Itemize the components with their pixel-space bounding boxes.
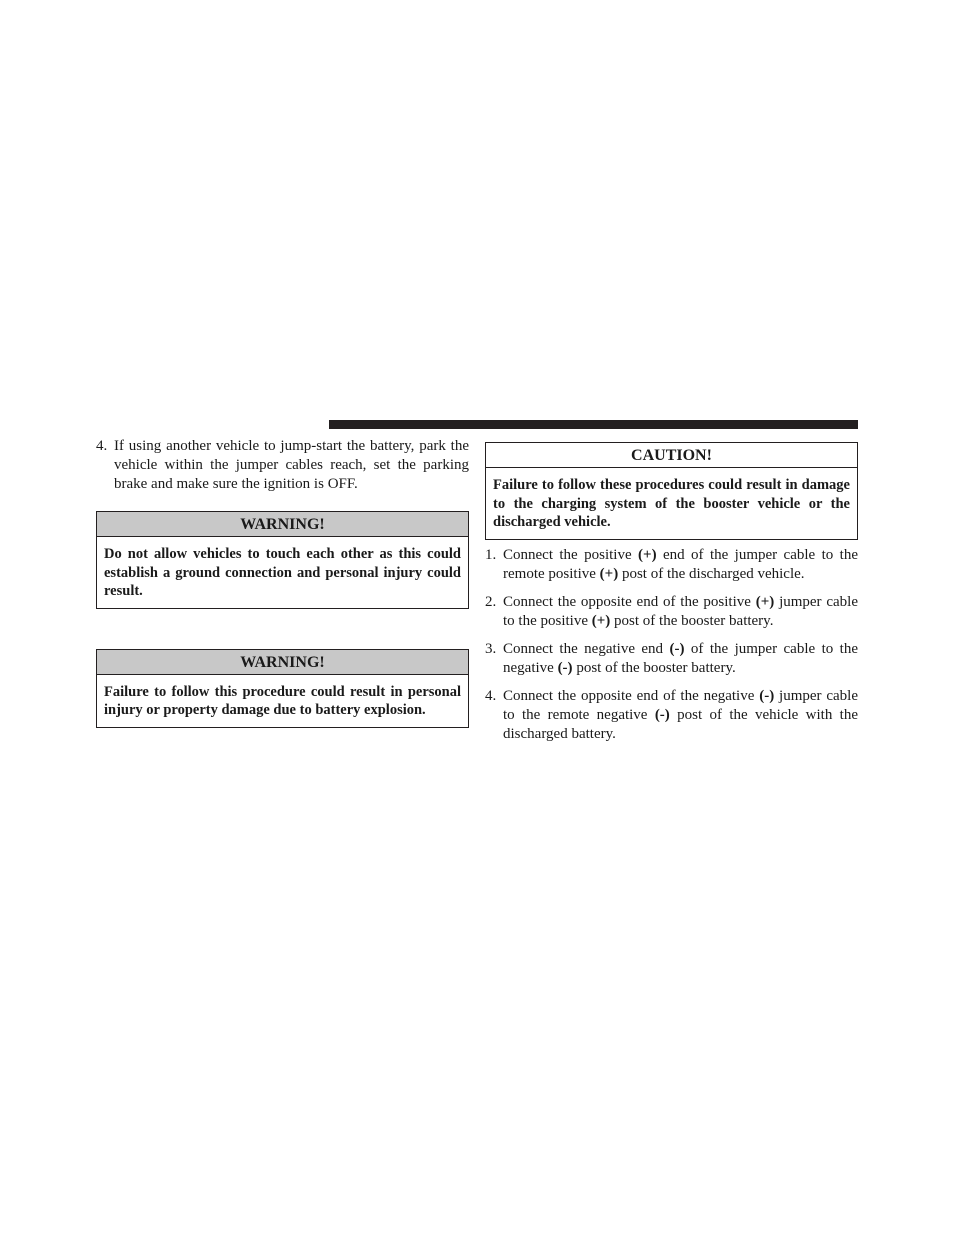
positive-symbol: (+) xyxy=(591,612,611,629)
step-number: 1. xyxy=(485,546,497,563)
warning-text: Do not allow vehicles to touch each other as this could establish a ground connection and personal injury could result. xyxy=(104,546,461,599)
step-number: 2. xyxy=(485,593,497,610)
step-1-connect-positive xyxy=(485,546,858,584)
negative-symbol: (-) xyxy=(669,640,685,657)
step-text: Connect the positive xyxy=(503,546,639,563)
step-text: Connect the opposite end of the negative xyxy=(503,687,760,704)
warning-title: WARNING! xyxy=(97,650,468,675)
positive-symbol: (+) xyxy=(638,546,657,563)
warning-text: Failure to follow this procedure could result in personal injury or property damage due to battery explosion. xyxy=(104,683,461,718)
caution-text: Failure to follow these procedures could result in damage to the charging system of the booster vehicle or the discharged vehicle. xyxy=(493,477,850,530)
step-text: post of the discharged vehicle. xyxy=(618,565,805,582)
positive-symbol: (+) xyxy=(755,593,775,610)
step-text: post of the vehicle with the discharged battery. xyxy=(503,706,858,742)
header-rule xyxy=(329,420,858,429)
step-text: end of the jumper cable to the remote positive xyxy=(503,546,858,582)
warning-box-vehicles-touch xyxy=(96,511,469,609)
step-text: of the jumper cable to the negative xyxy=(503,640,859,676)
positive-symbol: (+) xyxy=(599,565,619,582)
step-text: Connect the opposite end of the positive xyxy=(503,593,756,610)
step-number: 4. xyxy=(96,438,108,454)
caution-title: CAUTION! xyxy=(486,443,857,468)
step-2-connect-positive-booster xyxy=(485,593,858,631)
step-4-park-vehicle xyxy=(96,437,469,494)
right-column xyxy=(485,442,858,744)
step-text: Connect the negative end xyxy=(503,640,670,657)
warning-title: WARNING! xyxy=(97,512,468,537)
step-text: jumper cable to the remote negative xyxy=(503,687,858,723)
step-text: jumper cable to the positive xyxy=(503,593,858,629)
negative-symbol: (-) xyxy=(654,706,670,723)
step-number: 4. xyxy=(485,687,497,704)
step-3-connect-negative xyxy=(485,640,858,678)
caution-box xyxy=(485,442,858,540)
left-column xyxy=(96,437,469,728)
step-text: post of the booster battery. xyxy=(610,612,774,629)
step-number: 3. xyxy=(485,640,497,657)
negative-symbol: (-) xyxy=(759,687,775,704)
negative-symbol: (-) xyxy=(557,659,573,676)
step-4-connect-negative-remote xyxy=(485,687,858,744)
step-text: If using another vehicle to jump-start the battery, park the vehicle within the jumper cables reach, set the parking brake and make sure the ignition is OFF. xyxy=(114,438,469,492)
warning-box-battery-explosion xyxy=(96,649,469,728)
step-text: post of the booster battery. xyxy=(572,659,736,676)
